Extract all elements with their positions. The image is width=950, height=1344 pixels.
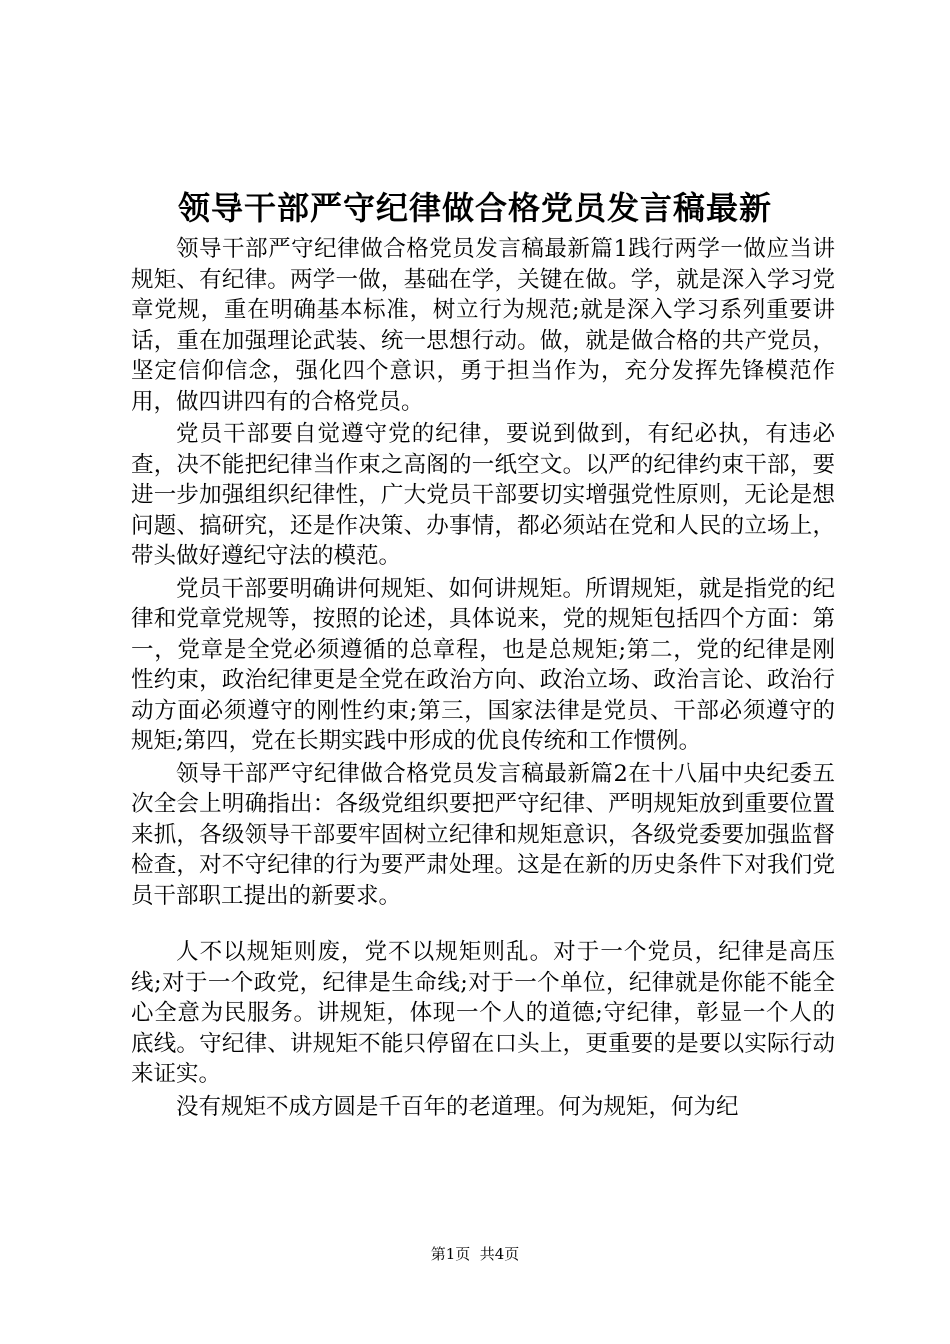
paragraph-1: 领导干部严守纪律做合格党员发言稿最新篇1践行两学一做应当讲规矩、有纪律。两学一做，基础在学，关键在做。学，就是深入学习党章党规，重在明确基本标准，树立行为规范;就是深入学习系列重要讲话，重在加强理论武装、统一思想行动。做，就是做合格的共产党员，坚定信仰信念，强化四个意识，勇于担当作为，充分发挥先锋模范作用，做四讲四有的合格党员。 — [131, 236, 835, 415]
document-body — [131, 234, 835, 1124]
page-number-footer: 第1页 共4页 — [430, 1245, 520, 1263]
document-title: 领导干部严守纪律做合格党员发言稿最新 — [177, 189, 772, 227]
paragraph-spacer — [131, 913, 835, 937]
paragraph-3: 党员干部要明确讲何规矩、如何讲规矩。所谓规矩，就是指党的纪律和党章党规等，按照的论述，具体说来，党的规矩包括四个方面：第一，党章是全党必须遵循的总章程，也是总规矩;第二，党的纪律是刚性约束，政治纪律更是全党在政治方向、政治立场、政治言论、政治行动方面必须遵守的刚性约束;第三，国家法律是党员、干部必须遵守的规矩;第四，党在长期实践中形成的优良传统和工作惯例。 — [131, 575, 835, 754]
paragraph-5: 人不以规矩则废，党不以规矩则乱。对于一个党员，纪律是高压线;对于一个政党，纪律是生命线;对于一个单位，纪律就是你能不能全心全意为民服务。讲规矩，体现一个人的道德;守纪律，彰显一个人的底线。守纪律、讲规矩不能只停留在口头上，更重要的是要以实际行动来证实。 — [131, 939, 835, 1087]
paragraph-6: 没有规矩不成方圆是千百年的老道理。何为规矩，何为纪 — [176, 1093, 739, 1120]
paragraph-4: 领导干部严守纪律做合格党员发言稿最新篇2在十八届中央纪委五次全会上明确指出：各级党组织要把严守纪律、严明规矩放到重要位置来抓，各级领导干部要牢固树立纪律和规矩意识，各级党委要加强监督检查，对不守纪律的行为要严肃处理。这是在新的历史条件下对我们党员干部职工提出的新要求。 — [131, 760, 835, 909]
paragraph-2: 党员干部要自觉遵守党的纪律，要说到做到，有纪必执，有违必查，决不能把纪律当作束之高阁的一纸空文。以严的纪律约束干部，要进一步加强组织纪律性，广大党员干部要切实增强党性原则，无论是想问题、搞研究，还是作决策、办事情，都必须站在党和人民的立场上，带头做好遵纪守法的模范。 — [131, 421, 835, 569]
